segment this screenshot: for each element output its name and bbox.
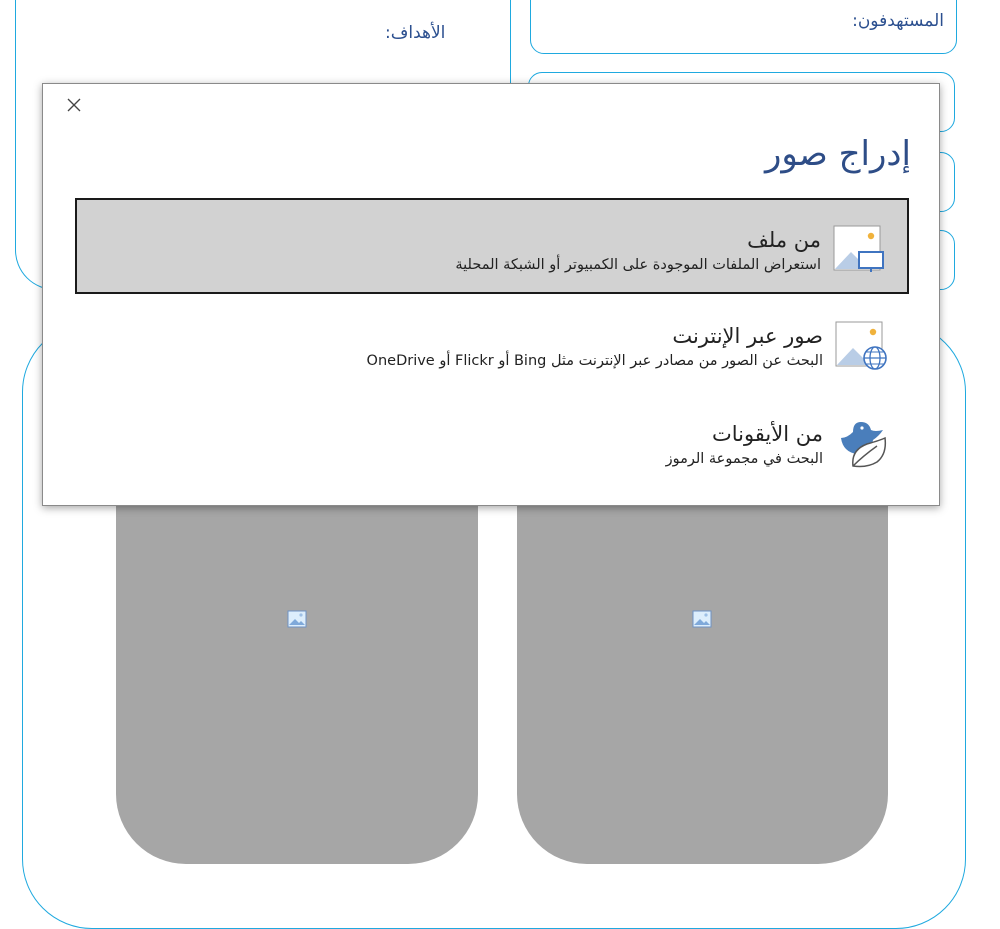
option-description: استعراض الملفات الموجودة على الكمبيوتر أو الشبكة المحلية	[455, 257, 821, 273]
option-description: البحث عن الصور من مصادر عبر الإنترنت مثل Bing أو Flickr أو OneDrive	[366, 353, 823, 369]
icons-library-icon	[833, 418, 889, 468]
option-title: من ملف	[747, 228, 821, 252]
dialog-title: إدراج صور	[764, 134, 911, 174]
option-description: البحث في مجموعة الرموز	[665, 451, 823, 467]
option-title: من الأيقونات	[711, 422, 823, 446]
targeted-label: المستهدفون:	[852, 11, 944, 31]
image-placeholder-right[interactable]	[517, 500, 888, 864]
insert-pictures-dialog	[42, 83, 940, 506]
option-title: صور عبر الإنترنت	[672, 324, 823, 348]
online-picture-icon	[833, 320, 889, 370]
picture-placeholder-icon	[287, 609, 307, 629]
close-icon[interactable]	[63, 94, 85, 116]
goals-label: الأهداف:	[385, 23, 446, 43]
option-online-pictures[interactable]	[75, 296, 909, 392]
picture-placeholder-icon	[692, 609, 712, 629]
option-from-file[interactable]	[75, 198, 909, 294]
file-picture-icon	[831, 224, 887, 274]
option-from-icons[interactable]	[75, 394, 909, 490]
image-placeholder-left[interactable]	[116, 500, 478, 864]
